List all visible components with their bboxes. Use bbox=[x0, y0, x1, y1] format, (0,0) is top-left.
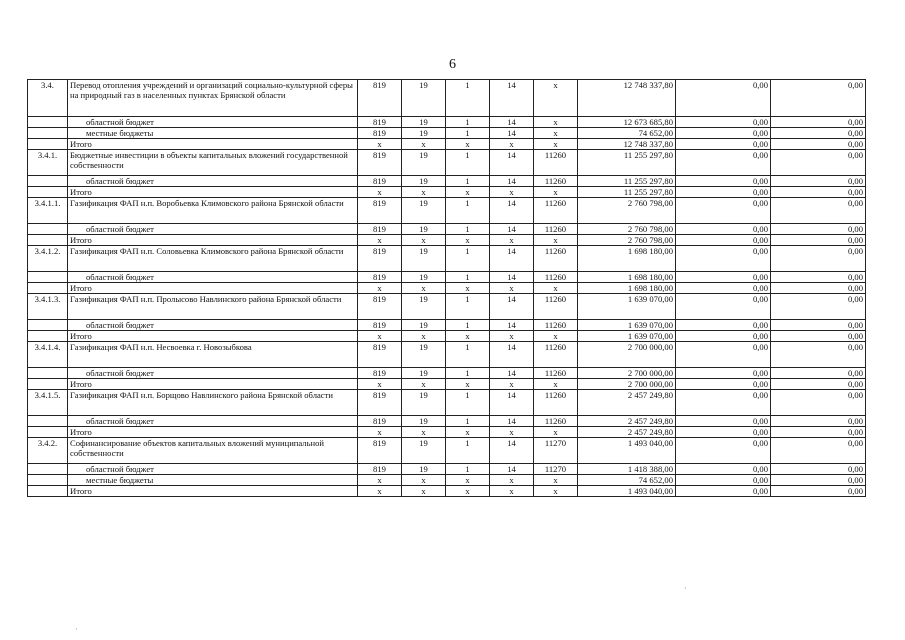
amount-cell: 74 652,00 bbox=[578, 128, 676, 139]
table-body bbox=[28, 80, 866, 497]
amount-cell: 0,00 bbox=[771, 150, 866, 176]
row-number: 3.4.1.1. bbox=[28, 198, 68, 224]
row-number bbox=[28, 176, 68, 187]
code-cell: 14 bbox=[490, 198, 534, 224]
table-row-item bbox=[28, 294, 866, 320]
code-cell: x bbox=[490, 427, 534, 438]
scan-mark: · bbox=[75, 625, 78, 634]
code-cell: x bbox=[490, 475, 534, 486]
table-row-total bbox=[28, 486, 866, 497]
row-name: Газификация ФАП н.п. Воробьевка Климовского района Брянской области bbox=[68, 198, 358, 224]
code-cell: 819 bbox=[358, 390, 402, 416]
amount-cell: 12 748 337,80 bbox=[578, 80, 676, 117]
code-cell: 11260 bbox=[534, 224, 578, 235]
amount-cell: 0,00 bbox=[676, 176, 771, 187]
code-cell: x bbox=[402, 379, 446, 390]
amount-cell: 0,00 bbox=[771, 486, 866, 497]
code-cell: 1 bbox=[446, 320, 490, 331]
amount-cell: 0,00 bbox=[771, 80, 866, 117]
code-cell: 19 bbox=[402, 150, 446, 176]
amount-cell: 0,00 bbox=[676, 272, 771, 283]
amount-cell: 0,00 bbox=[676, 198, 771, 224]
code-cell: 19 bbox=[402, 224, 446, 235]
code-cell: 11260 bbox=[534, 150, 578, 176]
code-cell: 19 bbox=[402, 368, 446, 379]
code-cell: 1 bbox=[446, 117, 490, 128]
code-cell: 14 bbox=[490, 246, 534, 272]
row-name: Итого bbox=[68, 331, 358, 342]
code-cell: 819 bbox=[358, 117, 402, 128]
code-cell: 1 bbox=[446, 224, 490, 235]
code-cell: 19 bbox=[402, 342, 446, 368]
code-cell: 14 bbox=[490, 176, 534, 187]
row-name: областной бюджет bbox=[68, 320, 358, 331]
row-name: местные бюджеты bbox=[68, 128, 358, 139]
code-cell: 14 bbox=[490, 438, 534, 464]
code-cell: x bbox=[402, 139, 446, 150]
amount-cell: 2 457 249,80 bbox=[578, 427, 676, 438]
table-row-total bbox=[28, 427, 866, 438]
code-cell: x bbox=[534, 128, 578, 139]
code-cell: 11260 bbox=[534, 368, 578, 379]
amount-cell: 2 700 000,00 bbox=[578, 379, 676, 390]
code-cell: x bbox=[446, 379, 490, 390]
row-name: Газификация ФАП н.п. Пролысово Навлинского района Брянской области bbox=[68, 294, 358, 320]
amount-cell: 0,00 bbox=[676, 486, 771, 497]
amount-cell: 0,00 bbox=[771, 427, 866, 438]
amount-cell: 0,00 bbox=[676, 379, 771, 390]
amount-cell: 0,00 bbox=[771, 416, 866, 427]
code-cell: 14 bbox=[490, 80, 534, 117]
code-cell: x bbox=[534, 486, 578, 497]
amount-cell: 0,00 bbox=[771, 379, 866, 390]
table-row-total bbox=[28, 235, 866, 246]
code-cell: x bbox=[402, 475, 446, 486]
amount-cell: 11 255 297,80 bbox=[578, 150, 676, 176]
code-cell: x bbox=[402, 331, 446, 342]
code-cell: 11260 bbox=[534, 272, 578, 283]
row-number bbox=[28, 331, 68, 342]
code-cell: 19 bbox=[402, 464, 446, 475]
row-name: областной бюджет bbox=[68, 272, 358, 283]
code-cell: 14 bbox=[490, 416, 534, 427]
code-cell: 19 bbox=[402, 294, 446, 320]
code-cell: 14 bbox=[490, 320, 534, 331]
code-cell: 14 bbox=[490, 150, 534, 176]
amount-cell: 0,00 bbox=[771, 128, 866, 139]
amount-cell: 0,00 bbox=[676, 80, 771, 117]
row-number bbox=[28, 379, 68, 390]
amount-cell: 0,00 bbox=[771, 198, 866, 224]
amount-cell: 11 255 297,80 bbox=[578, 187, 676, 198]
code-cell: 819 bbox=[358, 80, 402, 117]
amount-cell: 1 639 070,00 bbox=[578, 331, 676, 342]
amount-cell: 12 748 337,80 bbox=[578, 139, 676, 150]
amount-cell: 0,00 bbox=[771, 176, 866, 187]
table-row-source bbox=[28, 320, 866, 331]
row-number: 3.4.1. bbox=[28, 150, 68, 176]
row-number bbox=[28, 427, 68, 438]
amount-cell: 2 457 249,80 bbox=[578, 416, 676, 427]
code-cell: x bbox=[446, 331, 490, 342]
amount-cell: 1 493 040,00 bbox=[578, 486, 676, 497]
table-row-total bbox=[28, 331, 866, 342]
amount-cell: 0,00 bbox=[771, 438, 866, 464]
row-number bbox=[28, 128, 68, 139]
amount-cell: 0,00 bbox=[771, 246, 866, 272]
table-row-item bbox=[28, 342, 866, 368]
code-cell: x bbox=[446, 486, 490, 497]
table-row-total bbox=[28, 379, 866, 390]
table-row-item bbox=[28, 438, 866, 464]
code-cell: x bbox=[446, 187, 490, 198]
code-cell: 819 bbox=[358, 294, 402, 320]
code-cell: 11260 bbox=[534, 416, 578, 427]
amount-cell: 2 457 249,80 bbox=[578, 390, 676, 416]
row-number: 3.4.1.2. bbox=[28, 246, 68, 272]
code-cell: 19 bbox=[402, 272, 446, 283]
table-row-total bbox=[28, 283, 866, 294]
code-cell: x bbox=[358, 139, 402, 150]
code-cell: 819 bbox=[358, 176, 402, 187]
amount-cell: 0,00 bbox=[676, 224, 771, 235]
code-cell: 1 bbox=[446, 416, 490, 427]
code-cell: x bbox=[534, 379, 578, 390]
code-cell: 1 bbox=[446, 246, 490, 272]
row-number bbox=[28, 486, 68, 497]
amount-cell: 0,00 bbox=[771, 475, 866, 486]
row-name: Итого bbox=[68, 235, 358, 246]
code-cell: x bbox=[358, 187, 402, 198]
amount-cell: 0,00 bbox=[771, 235, 866, 246]
row-name: Итого bbox=[68, 187, 358, 198]
code-cell: x bbox=[534, 475, 578, 486]
amount-cell: 0,00 bbox=[771, 139, 866, 150]
code-cell: 1 bbox=[446, 198, 490, 224]
code-cell: x bbox=[446, 475, 490, 486]
code-cell: 1 bbox=[446, 176, 490, 187]
code-cell: x bbox=[446, 427, 490, 438]
table-row-source bbox=[28, 272, 866, 283]
table-row-source bbox=[28, 224, 866, 235]
code-cell: 1 bbox=[446, 390, 490, 416]
code-cell: x bbox=[446, 139, 490, 150]
code-cell: x bbox=[534, 331, 578, 342]
row-name: Итого bbox=[68, 139, 358, 150]
row-number: 3.4.1.4. bbox=[28, 342, 68, 368]
code-cell: 1 bbox=[446, 128, 490, 139]
amount-cell: 2 760 798,00 bbox=[578, 224, 676, 235]
code-cell: x bbox=[358, 427, 402, 438]
code-cell: x bbox=[402, 283, 446, 294]
code-cell: 19 bbox=[402, 390, 446, 416]
amount-cell: 0,00 bbox=[676, 464, 771, 475]
code-cell: 1 bbox=[446, 150, 490, 176]
code-cell: x bbox=[490, 187, 534, 198]
budget-table bbox=[27, 79, 866, 497]
table-row-source bbox=[28, 475, 866, 486]
code-cell: 1 bbox=[446, 438, 490, 464]
row-name: Газификация ФАП н.п. Борщово Навлинского района Брянской области bbox=[68, 390, 358, 416]
code-cell: 11270 bbox=[534, 464, 578, 475]
amount-cell: 0,00 bbox=[771, 342, 866, 368]
amount-cell: 0,00 bbox=[676, 246, 771, 272]
code-cell: 11260 bbox=[534, 176, 578, 187]
code-cell: 19 bbox=[402, 320, 446, 331]
amount-cell: 0,00 bbox=[771, 294, 866, 320]
table-row-item bbox=[28, 198, 866, 224]
row-name: Итого bbox=[68, 283, 358, 294]
code-cell: 19 bbox=[402, 246, 446, 272]
code-cell: x bbox=[490, 379, 534, 390]
code-cell: 819 bbox=[358, 342, 402, 368]
amount-cell: 0,00 bbox=[676, 475, 771, 486]
amount-cell: 0,00 bbox=[771, 272, 866, 283]
code-cell: x bbox=[358, 486, 402, 497]
amount-cell: 1 418 388,00 bbox=[578, 464, 676, 475]
table-row-item bbox=[28, 390, 866, 416]
code-cell: x bbox=[490, 486, 534, 497]
amount-cell: 0,00 bbox=[676, 416, 771, 427]
row-number bbox=[28, 117, 68, 128]
code-cell: x bbox=[534, 235, 578, 246]
code-cell: x bbox=[358, 331, 402, 342]
code-cell: 19 bbox=[402, 117, 446, 128]
code-cell: 14 bbox=[490, 464, 534, 475]
code-cell: 14 bbox=[490, 128, 534, 139]
amount-cell: 1 493 040,00 bbox=[578, 438, 676, 464]
table-row-source bbox=[28, 416, 866, 427]
code-cell: 11260 bbox=[534, 294, 578, 320]
code-cell: 819 bbox=[358, 272, 402, 283]
row-number bbox=[28, 416, 68, 427]
code-cell: 1 bbox=[446, 272, 490, 283]
table-row-source bbox=[28, 368, 866, 379]
amount-cell: 0,00 bbox=[676, 150, 771, 176]
amount-cell: 1 639 070,00 bbox=[578, 320, 676, 331]
code-cell: 14 bbox=[490, 272, 534, 283]
row-number bbox=[28, 464, 68, 475]
row-name: Софинансирование объектов капитальных вложений муниципальной собственности bbox=[68, 438, 358, 464]
code-cell: x bbox=[358, 283, 402, 294]
code-cell: x bbox=[358, 379, 402, 390]
code-cell: 1 bbox=[446, 80, 490, 117]
row-number bbox=[28, 283, 68, 294]
page-number: 6 bbox=[449, 57, 456, 72]
code-cell: 1 bbox=[446, 464, 490, 475]
code-cell: 14 bbox=[490, 117, 534, 128]
code-cell: 819 bbox=[358, 438, 402, 464]
amount-cell: 0,00 bbox=[676, 331, 771, 342]
code-cell: 819 bbox=[358, 464, 402, 475]
row-number bbox=[28, 272, 68, 283]
amount-cell: 11 255 297,80 bbox=[578, 176, 676, 187]
scan-mark: · bbox=[684, 584, 687, 593]
amount-cell: 0,00 bbox=[771, 368, 866, 379]
table-row-item bbox=[28, 246, 866, 272]
code-cell: 819 bbox=[358, 150, 402, 176]
amount-cell: 0,00 bbox=[676, 128, 771, 139]
amount-cell: 2 700 000,00 bbox=[578, 342, 676, 368]
row-name: Газификация ФАП н.п. Несвоевка г. Новозыбкова bbox=[68, 342, 358, 368]
row-name: областной бюджет bbox=[68, 368, 358, 379]
code-cell: 19 bbox=[402, 416, 446, 427]
amount-cell: 0,00 bbox=[676, 342, 771, 368]
row-name: областной бюджет bbox=[68, 416, 358, 427]
amount-cell: 2 700 000,00 bbox=[578, 368, 676, 379]
row-number bbox=[28, 224, 68, 235]
code-cell: x bbox=[446, 235, 490, 246]
amount-cell: 0,00 bbox=[676, 235, 771, 246]
row-name: областной бюджет bbox=[68, 117, 358, 128]
amount-cell: 0,00 bbox=[676, 390, 771, 416]
table-row-source bbox=[28, 117, 866, 128]
code-cell: 14 bbox=[490, 294, 534, 320]
row-name: Газификация ФАП н.п. Соловьевка Климовского района Брянской области bbox=[68, 246, 358, 272]
amount-cell: 1 698 180,00 bbox=[578, 246, 676, 272]
table-row-total bbox=[28, 139, 866, 150]
code-cell: 11270 bbox=[534, 438, 578, 464]
row-name: областной бюджет bbox=[68, 224, 358, 235]
amount-cell: 0,00 bbox=[676, 139, 771, 150]
table-row-source bbox=[28, 464, 866, 475]
code-cell: 819 bbox=[358, 224, 402, 235]
code-cell: 11260 bbox=[534, 390, 578, 416]
amount-cell: 0,00 bbox=[676, 320, 771, 331]
amount-cell: 2 760 798,00 bbox=[578, 235, 676, 246]
table-row-item bbox=[28, 80, 866, 117]
row-name: Итого bbox=[68, 427, 358, 438]
code-cell: x bbox=[534, 80, 578, 117]
code-cell: x bbox=[402, 187, 446, 198]
row-name: Итого bbox=[68, 486, 358, 497]
row-name: Перевод отопления учреждений и организаций социально-культурной сферы на природный газ в населенных пунктах Брянской области bbox=[68, 80, 358, 117]
code-cell: x bbox=[358, 475, 402, 486]
row-number bbox=[28, 320, 68, 331]
code-cell: 819 bbox=[358, 198, 402, 224]
code-cell: 11260 bbox=[534, 198, 578, 224]
amount-cell: 0,00 bbox=[676, 294, 771, 320]
code-cell: 11260 bbox=[534, 342, 578, 368]
amount-cell: 0,00 bbox=[676, 187, 771, 198]
code-cell: 11260 bbox=[534, 246, 578, 272]
code-cell: x bbox=[446, 283, 490, 294]
code-cell: 819 bbox=[358, 246, 402, 272]
code-cell: 19 bbox=[402, 80, 446, 117]
amount-cell: 0,00 bbox=[771, 331, 866, 342]
code-cell: 14 bbox=[490, 368, 534, 379]
code-cell: x bbox=[534, 427, 578, 438]
row-name: областной бюджет bbox=[68, 464, 358, 475]
code-cell: 11260 bbox=[534, 320, 578, 331]
amount-cell: 0,00 bbox=[676, 283, 771, 294]
code-cell: x bbox=[490, 331, 534, 342]
code-cell: x bbox=[534, 187, 578, 198]
code-cell: x bbox=[402, 486, 446, 497]
code-cell: 819 bbox=[358, 320, 402, 331]
code-cell: 1 bbox=[446, 294, 490, 320]
row-number bbox=[28, 235, 68, 246]
row-number: 3.4.1.5. bbox=[28, 390, 68, 416]
row-number: 3.4.2. bbox=[28, 438, 68, 464]
amount-cell: 0,00 bbox=[676, 117, 771, 128]
row-number: 3.4. bbox=[28, 80, 68, 117]
code-cell: x bbox=[490, 139, 534, 150]
code-cell: 19 bbox=[402, 198, 446, 224]
code-cell: 1 bbox=[446, 342, 490, 368]
code-cell: x bbox=[534, 139, 578, 150]
code-cell: x bbox=[534, 283, 578, 294]
amount-cell: 0,00 bbox=[771, 464, 866, 475]
code-cell: 1 bbox=[446, 368, 490, 379]
row-number bbox=[28, 187, 68, 198]
code-cell: 819 bbox=[358, 128, 402, 139]
code-cell: x bbox=[534, 117, 578, 128]
code-cell: x bbox=[490, 235, 534, 246]
amount-cell: 0,00 bbox=[676, 438, 771, 464]
amount-cell: 0,00 bbox=[676, 368, 771, 379]
row-name: Бюджетные инвестиции в объекты капитальных вложений государственной собственности bbox=[68, 150, 358, 176]
amount-cell: 0,00 bbox=[771, 224, 866, 235]
amount-cell: 1 698 180,00 bbox=[578, 272, 676, 283]
code-cell: 14 bbox=[490, 342, 534, 368]
amount-cell: 0,00 bbox=[771, 320, 866, 331]
code-cell: 819 bbox=[358, 416, 402, 427]
code-cell: 19 bbox=[402, 176, 446, 187]
code-cell: x bbox=[402, 427, 446, 438]
amount-cell: 1 698 180,00 bbox=[578, 283, 676, 294]
row-number bbox=[28, 139, 68, 150]
table-row-source bbox=[28, 128, 866, 139]
code-cell: x bbox=[402, 235, 446, 246]
code-cell: 19 bbox=[402, 128, 446, 139]
table-row-total bbox=[28, 187, 866, 198]
code-cell: 14 bbox=[490, 390, 534, 416]
amount-cell: 0,00 bbox=[771, 283, 866, 294]
amount-cell: 0,00 bbox=[676, 427, 771, 438]
code-cell: 19 bbox=[402, 438, 446, 464]
row-number bbox=[28, 368, 68, 379]
code-cell: x bbox=[358, 235, 402, 246]
code-cell: 819 bbox=[358, 368, 402, 379]
row-name: местные бюджеты bbox=[68, 475, 358, 486]
row-number bbox=[28, 475, 68, 486]
code-cell: x bbox=[490, 283, 534, 294]
amount-cell: 1 639 070,00 bbox=[578, 294, 676, 320]
amount-cell: 74 652,00 bbox=[578, 475, 676, 486]
amount-cell: 0,00 bbox=[771, 117, 866, 128]
code-cell: 14 bbox=[490, 224, 534, 235]
amount-cell: 0,00 bbox=[771, 390, 866, 416]
amount-cell: 0,00 bbox=[771, 187, 866, 198]
row-name: областной бюджет bbox=[68, 176, 358, 187]
amount-cell: 12 673 685,80 bbox=[578, 117, 676, 128]
table-row-item bbox=[28, 150, 866, 176]
row-name: Итого bbox=[68, 379, 358, 390]
amount-cell: 2 760 798,00 bbox=[578, 198, 676, 224]
row-number: 3.4.1.3. bbox=[28, 294, 68, 320]
table-row-source bbox=[28, 176, 866, 187]
